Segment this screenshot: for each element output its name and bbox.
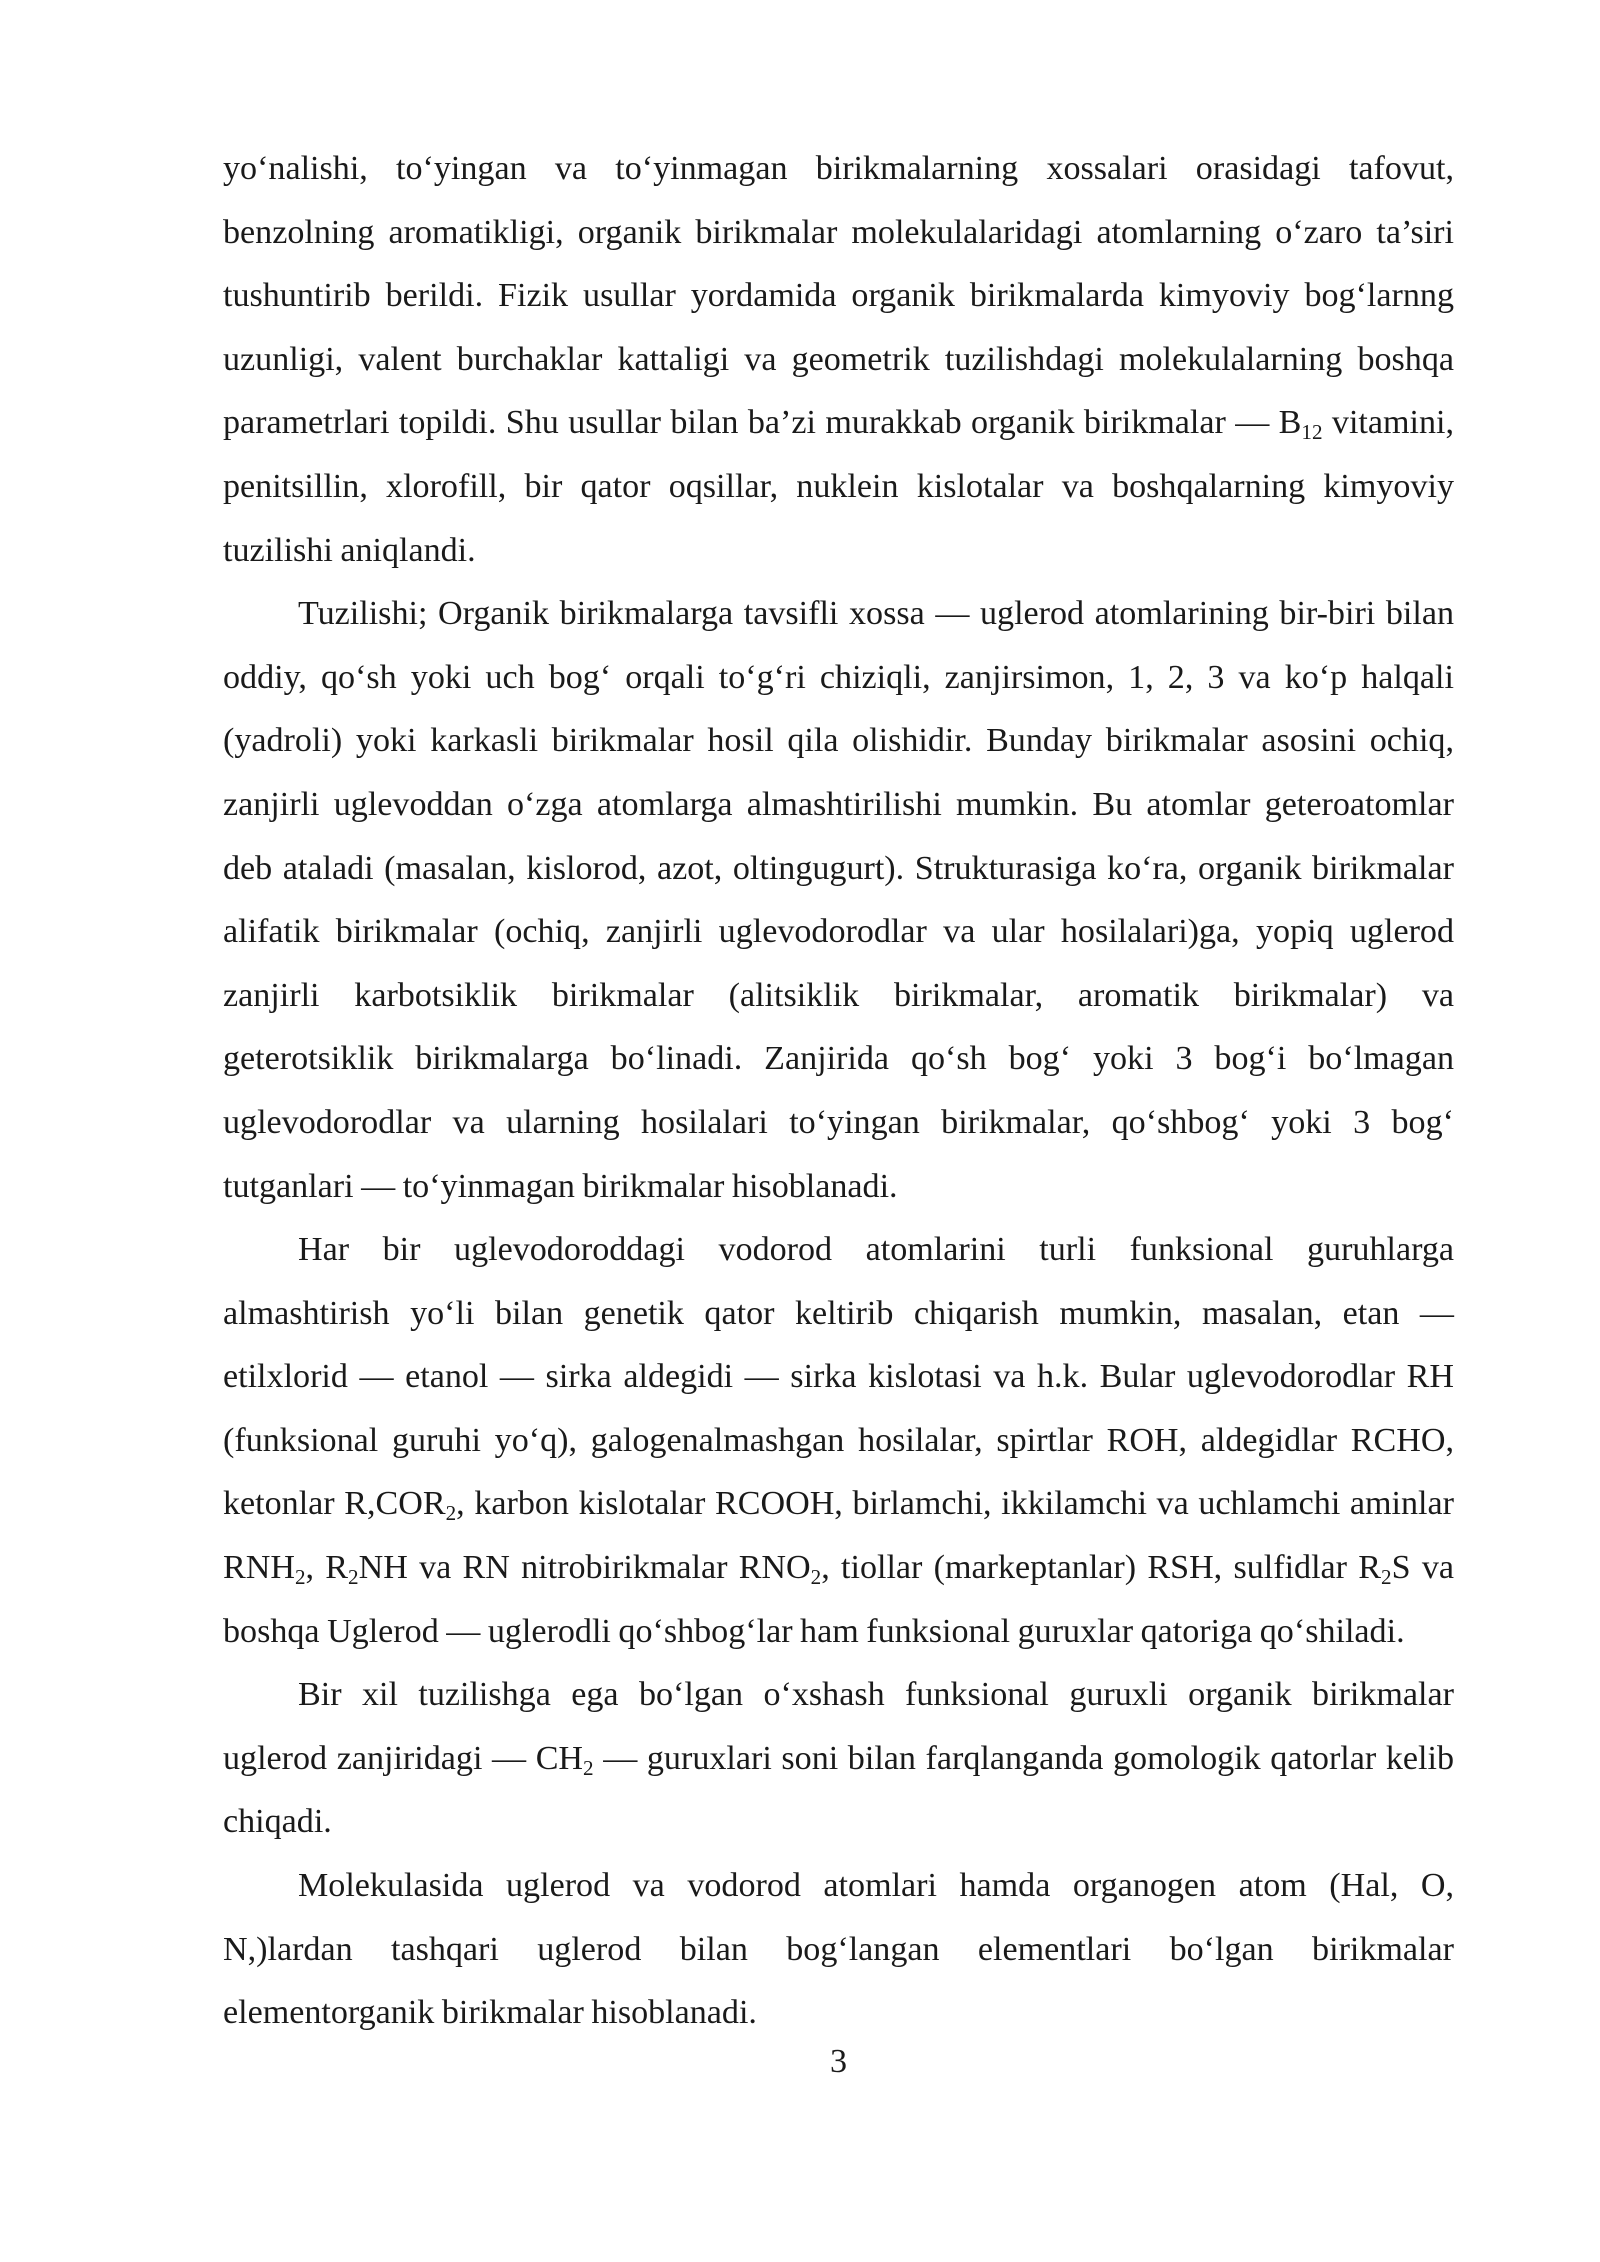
text-line [223, 137, 1454, 201]
text-run: (yadroli) yoki karkasli birikmalar hosil qila olishidir. Bunday birikmalar asosini ochiq, [223, 722, 1454, 760]
text-run: RNH [223, 1549, 295, 1587]
subscript: 12 [1301, 420, 1323, 445]
text-run: , tiollar (markeptanlar) RSH, sulfidlar R [821, 1549, 1382, 1587]
text-line [223, 328, 1454, 392]
text-run: tushuntirib berildi. Fizik usullar yordamida organik birikmalarda kimyoviy bog‘larnng [223, 277, 1454, 315]
subscript: 2 [445, 1501, 457, 1526]
subscript: 2 [348, 1564, 359, 1589]
text-run: boshqa Uglerod — uglerodli qo‘shbog‘lar ham funksional guruxlar qatoriga qo‘shiladi. [223, 1612, 1405, 1650]
text-run: ketonlar R,COR [223, 1485, 446, 1523]
text-run: deb ataladi (masalan, kislorod, azot, oltingugurt). Strukturasiga ko‘ra, organik birikmalar [223, 849, 1454, 887]
text-line [223, 1854, 1454, 1918]
text-run: elementorganik birikmalar hisoblanadi. [223, 1994, 757, 2032]
text-run: uzunligi, valent burchaklar kattaligi va geometrik tuzilishdagi molekulalarning boshqa [223, 340, 1454, 378]
text-line [223, 455, 1454, 519]
text-run: Molekulasida uglerod va vodorod atomlari hamda organogen atom (Hal, O, [298, 1867, 1454, 1905]
text-line [223, 1027, 1454, 1091]
text-line [223, 1727, 1454, 1791]
text-line [223, 1155, 1454, 1219]
page-number: 3 [829, 2043, 848, 2080]
body-paragraph [223, 1663, 1454, 1854]
subscript: 2 [810, 1564, 822, 1589]
text-run: almashtirish yo‘li bilan genetik qator keltirib chiqarish mumkin, masalan, etan — [223, 1294, 1454, 1332]
text-run: Tuzilishi; Organik birikmalarga tavsifli xossa — uglerod atomlarining bir-biri bilan [298, 595, 1454, 633]
body-paragraph [223, 1218, 1454, 1663]
text-run: , R [305, 1549, 349, 1587]
text-line [223, 1790, 1454, 1854]
text-run: NH va RN nitrobirikmalar RNO [358, 1549, 811, 1587]
text-run: geterotsiklik birikmalarga bo‘linadi. Zanjirida qo‘sh bog‘ yoki 3 bog‘i bo‘lmagan [223, 1040, 1454, 1078]
text-line [223, 646, 1454, 710]
text-line [223, 1091, 1454, 1155]
text-run: S va [1391, 1549, 1454, 1587]
text-run: zanjirli uglevoddan o‘zga atomlarga almashtirilishi mumkin. Bu atomlar geteroatomlar [223, 785, 1454, 823]
text-line [223, 837, 1454, 901]
text-line [223, 1472, 1454, 1536]
text-line [223, 1345, 1454, 1409]
text-run: (funksional guruhi yo‘q), galogenalmashgan hosilalar, spirtlar ROH, aldegidlar RCHO, [223, 1421, 1454, 1459]
text-line [223, 900, 1454, 964]
text-line [223, 264, 1454, 328]
text-run: oddiy, qo‘sh yoki uch bog‘ orqali to‘g‘ri chiziqli, zanjirsimon, 1, 2, 3 va ko‘p halqali [223, 658, 1454, 696]
text-run: Bir xil tuzilishga ega bo‘lgan o‘xshash funksional guruxli organik birikmalar [298, 1676, 1454, 1714]
body-paragraph [223, 137, 1454, 582]
text-line [223, 1282, 1454, 1346]
text-line [223, 582, 1454, 646]
text-line [223, 1218, 1454, 1282]
body-text [223, 137, 1454, 2045]
text-run: chiqadi. [223, 1803, 332, 1841]
text-run: — guruxlari soni bilan farqlanganda gomologik qatorlar kelib [593, 1739, 1454, 1777]
text-line [223, 201, 1454, 265]
text-run: zanjirli karbotsiklik birikmalar (alitsiklik birikmalar, aromatik birikmalar) va [223, 976, 1454, 1014]
text-run: uglerod zanjiridagi — CH [223, 1739, 584, 1777]
text-run: vitamini, [1322, 404, 1455, 442]
text-run: , karbon kislotalar RCOOH, birlamchi, ikkilamchi va uchlamchi aminlar [456, 1485, 1454, 1523]
text-line [223, 519, 1454, 583]
text-line [223, 391, 1454, 455]
text-line [223, 1536, 1454, 1600]
text-run: yo‘nalishi, to‘yingan va to‘yinmagan birikmalarning xossalari orasidagi tafovut, [223, 150, 1454, 187]
subscript: 2 [583, 1755, 594, 1780]
text-run: Har bir uglevodoroddagi vodorod atomlarini turli funksional guruhlarga [298, 1231, 1454, 1269]
text-run: etilxlorid — etanol — sirka aldegidi — sirka kislotasi va h.k. Bular uglevodorodlar RH [223, 1358, 1454, 1396]
text-line [223, 1600, 1454, 1664]
text-line [223, 1409, 1454, 1473]
text-line [223, 773, 1454, 837]
text-line [223, 1663, 1454, 1727]
text-run: N,)lardan tashqari uglerod bilan bog‘langan elementlari bo‘lgan birikmalar [223, 1930, 1454, 1968]
text-line [223, 964, 1454, 1028]
text-run: penitsillin, xlorofill, bir qator oqsillar, nuklein kislotalar va boshqalarning kimyoviy [223, 467, 1454, 505]
text-run: uglevodorodlar va ularning hosilalari to‘yingan birikmalar, qo‘shbog‘ yoki 3 bog‘ [223, 1103, 1454, 1141]
text-run: parametrlari topildi. Shu usullar bilan ba’zi murakkab organik birikmalar — B [223, 404, 1302, 442]
text-line [223, 1918, 1454, 1982]
subscript: 2 [1381, 1564, 1392, 1589]
text-run: benzolning aromatikligi, organik birikmalar molekulalaridagi atomlarning o‘zaro ta’siri [223, 213, 1454, 251]
body-paragraph [223, 1854, 1454, 2045]
body-paragraph [223, 582, 1454, 1218]
text-run: alifatik birikmalar (ochiq, zanjirli uglevodorodlar va ular hosilalari)ga, yopiq uglerod [223, 913, 1454, 951]
text-run: tutganlari — to‘yinmagan birikmalar hisoblanadi. [223, 1167, 898, 1205]
text-run: tuzilishi aniqlandi. [223, 531, 476, 569]
text-line [223, 709, 1454, 773]
subscript: 2 [294, 1564, 306, 1589]
